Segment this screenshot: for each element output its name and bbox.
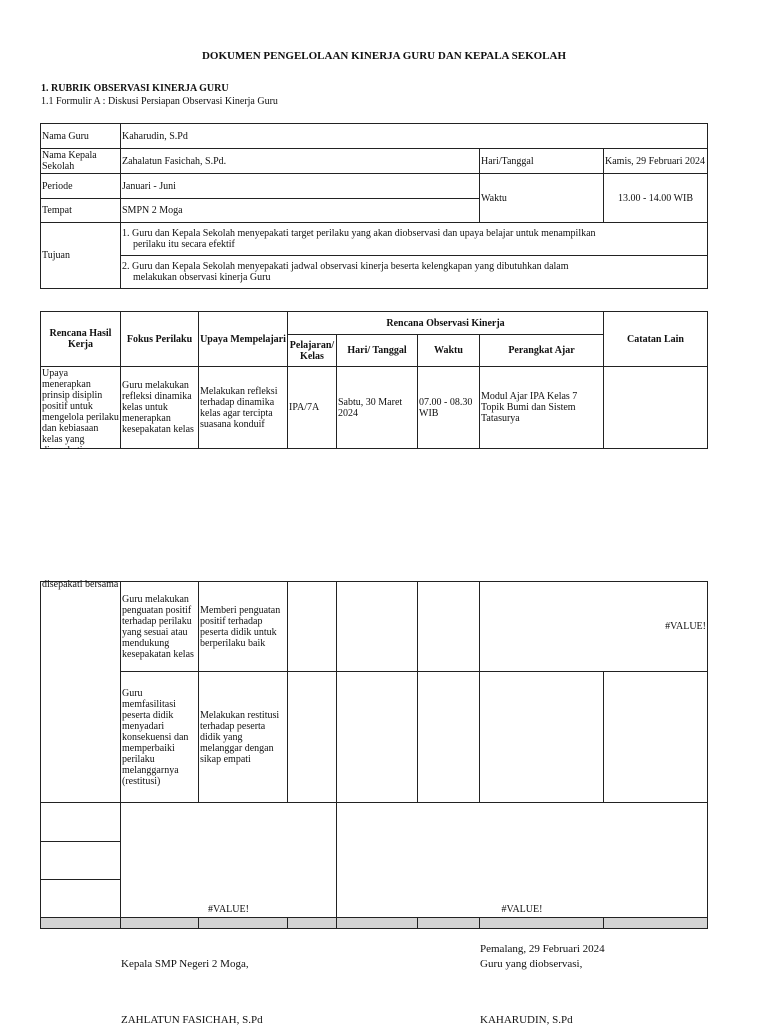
cell-empty — [41, 803, 121, 842]
footer-left-value: #VALUE! — [121, 803, 337, 918]
cell-empty — [337, 918, 418, 929]
tujuan-2-line-2: melakukan observasi kinerja Guru — [133, 272, 271, 283]
cell-waktu — [418, 582, 480, 672]
label-hari-tanggal: Hari/Tanggal — [480, 149, 604, 174]
header-hari-tanggal: Hari/ Tanggal — [337, 335, 418, 367]
table-row — [41, 582, 708, 672]
cell-rencana-hasil-kerja — [41, 367, 121, 449]
value-periode: Januari - Juni — [121, 174, 480, 199]
cell-empty — [604, 918, 708, 929]
label-tempat: Tempat — [41, 199, 121, 223]
table-row — [41, 672, 708, 803]
label-nama-kepala: Nama Kepala Sekolah — [41, 149, 121, 174]
header-catatan-lain: Catatan Lain — [604, 312, 708, 367]
cell-empty — [480, 918, 604, 929]
cell-waktu: 07.00 - 08.30 WIB — [418, 367, 480, 449]
document-title: DOKUMEN PENGELOLAAN KINERJA GURU DAN KEPALA SEKOLAH — [201, 50, 567, 62]
plan-table-continued — [40, 581, 708, 929]
cell-hari — [337, 672, 418, 803]
header-pelajaran-kelas: Pelajaran/ Kelas — [288, 335, 337, 367]
cell-pelajaran: IPA/7A — [288, 367, 337, 449]
signature-place-date: Pemalang, 29 Februari 2024 — [480, 943, 605, 955]
header-rencana-observasi: Rencana Observasi Kinerja — [288, 312, 604, 335]
label-periode: Periode — [41, 174, 121, 199]
cell-catatan — [604, 367, 708, 449]
cell-pelajaran — [288, 582, 337, 672]
signature-left-name: ZAHLATUN FASICHAH, S.Pd — [121, 1014, 263, 1026]
section-title: 1. RUBRIK OBSERVASI KINERJA GURU — [41, 83, 229, 94]
cell-empty — [121, 918, 199, 929]
cell-fokus: Guru melakukan refleksi dinamika kelas untuk menerapkan kesepakatan kelas — [121, 367, 199, 449]
cell-catatan-value: #VALUE! — [480, 582, 708, 672]
header-perangkat-ajar: Perangkat Ajar — [480, 335, 604, 367]
signature-left-role: Kepala SMP Negeri 2 Moga, — [121, 958, 249, 970]
cell-fokus: Guru memfasilitasi peserta didik menyadari konsekuensi dan memperbaiki perilaku melanggarnya (restitusi) — [121, 672, 199, 803]
footer-right-value: #VALUE! — [337, 803, 708, 918]
header-rencana-hasil-kerja: Rencana Hasil Kerja — [41, 312, 121, 367]
value-waktu: 13.00 - 14.00 WIB — [604, 174, 708, 223]
header-upaya-mempelajari: Upaya Mempelajari — [199, 312, 288, 367]
cell-empty — [199, 918, 288, 929]
header-fokus-perilaku: Fokus Perilaku — [121, 312, 199, 367]
table-row — [41, 803, 708, 842]
table-row — [41, 367, 708, 449]
cell-perangkat — [480, 672, 604, 803]
value-hari-tanggal: Kamis, 29 Februari 2024 — [604, 149, 708, 174]
rencana-text: Upaya menerapkan prinsip disiplin positif untuk mengelola perilaku dan kebiasaan kelas yang — [42, 368, 119, 445]
cell-upaya: Melakukan restitusi terhadap peserta didik yang melanggar dengan sikap empati — [199, 672, 288, 803]
page-break-gap — [0, 449, 768, 580]
signature-right-name: KAHARUDIN, S.Pd — [480, 1014, 573, 1026]
tujuan-2-line-1: 2. Guru dan Kepala Sekolah menyepakati jadwal observasi kinerja beserta kelengkapan yang dibutuhkan dalam — [122, 261, 569, 272]
rencana-tail: disepakati bersama — [42, 579, 119, 590]
cell-rencana-continued — [41, 579, 121, 803]
signature-right-role: Guru yang diobservasi, — [480, 958, 583, 970]
cell-catatan — [604, 672, 708, 803]
table-row — [41, 918, 708, 929]
cell-perangkat: Modul Ajar IPA Kelas 7 Topik Bumi dan Sistem Tatasurya — [480, 367, 604, 449]
tujuan-1-line-1: 1. Guru dan Kepala Sekolah menyepakati target perilaku yang akan diobservasi dan upaya belajar untuk menampilkan — [122, 228, 596, 239]
cell-empty — [418, 918, 480, 929]
cell-empty — [288, 918, 337, 929]
plan-table — [40, 311, 708, 449]
cell-hari — [337, 582, 418, 672]
cell-fokus: Guru melakukan penguatan positif terhadap perilaku yang sesuai atau mendukung kesepakatan kelas — [121, 582, 199, 672]
tujuan-item-1 — [121, 223, 708, 256]
subsection-title: 1.1 Formulir A : Diskusi Persiapan Observasi Kinerja Guru — [41, 96, 278, 107]
cell-empty — [41, 918, 121, 929]
info-table — [40, 123, 708, 289]
value-nama-kepala: Zahalatun Fasichah, S.Pd. — [121, 149, 480, 174]
label-tujuan: Tujuan — [41, 223, 121, 289]
value-nama-guru: Kaharudin, S.Pd — [121, 124, 708, 149]
cell-upaya: Melakukan refleksi terhadap dinamika kelas agar tercipta suasana konduif — [199, 367, 288, 449]
cell-waktu — [418, 672, 480, 803]
cell-upaya: Memberi penguatan positif terhadap peserta didik untuk berperilaku baik — [199, 582, 288, 672]
header-waktu: Waktu — [418, 335, 480, 367]
tujuan-1-line-2: perilaku itu secara efektif — [133, 239, 235, 250]
value-tempat: SMPN 2 Moga — [121, 199, 480, 223]
cell-empty — [41, 842, 121, 880]
label-waktu: Waktu — [480, 174, 604, 223]
cell-hari: Sabtu, 30 Maret 2024 — [337, 367, 418, 449]
tujuan-item-2 — [121, 256, 708, 289]
cell-empty — [41, 880, 121, 918]
cell-pelajaran — [288, 672, 337, 803]
label-nama-guru: Nama Guru — [41, 124, 121, 149]
